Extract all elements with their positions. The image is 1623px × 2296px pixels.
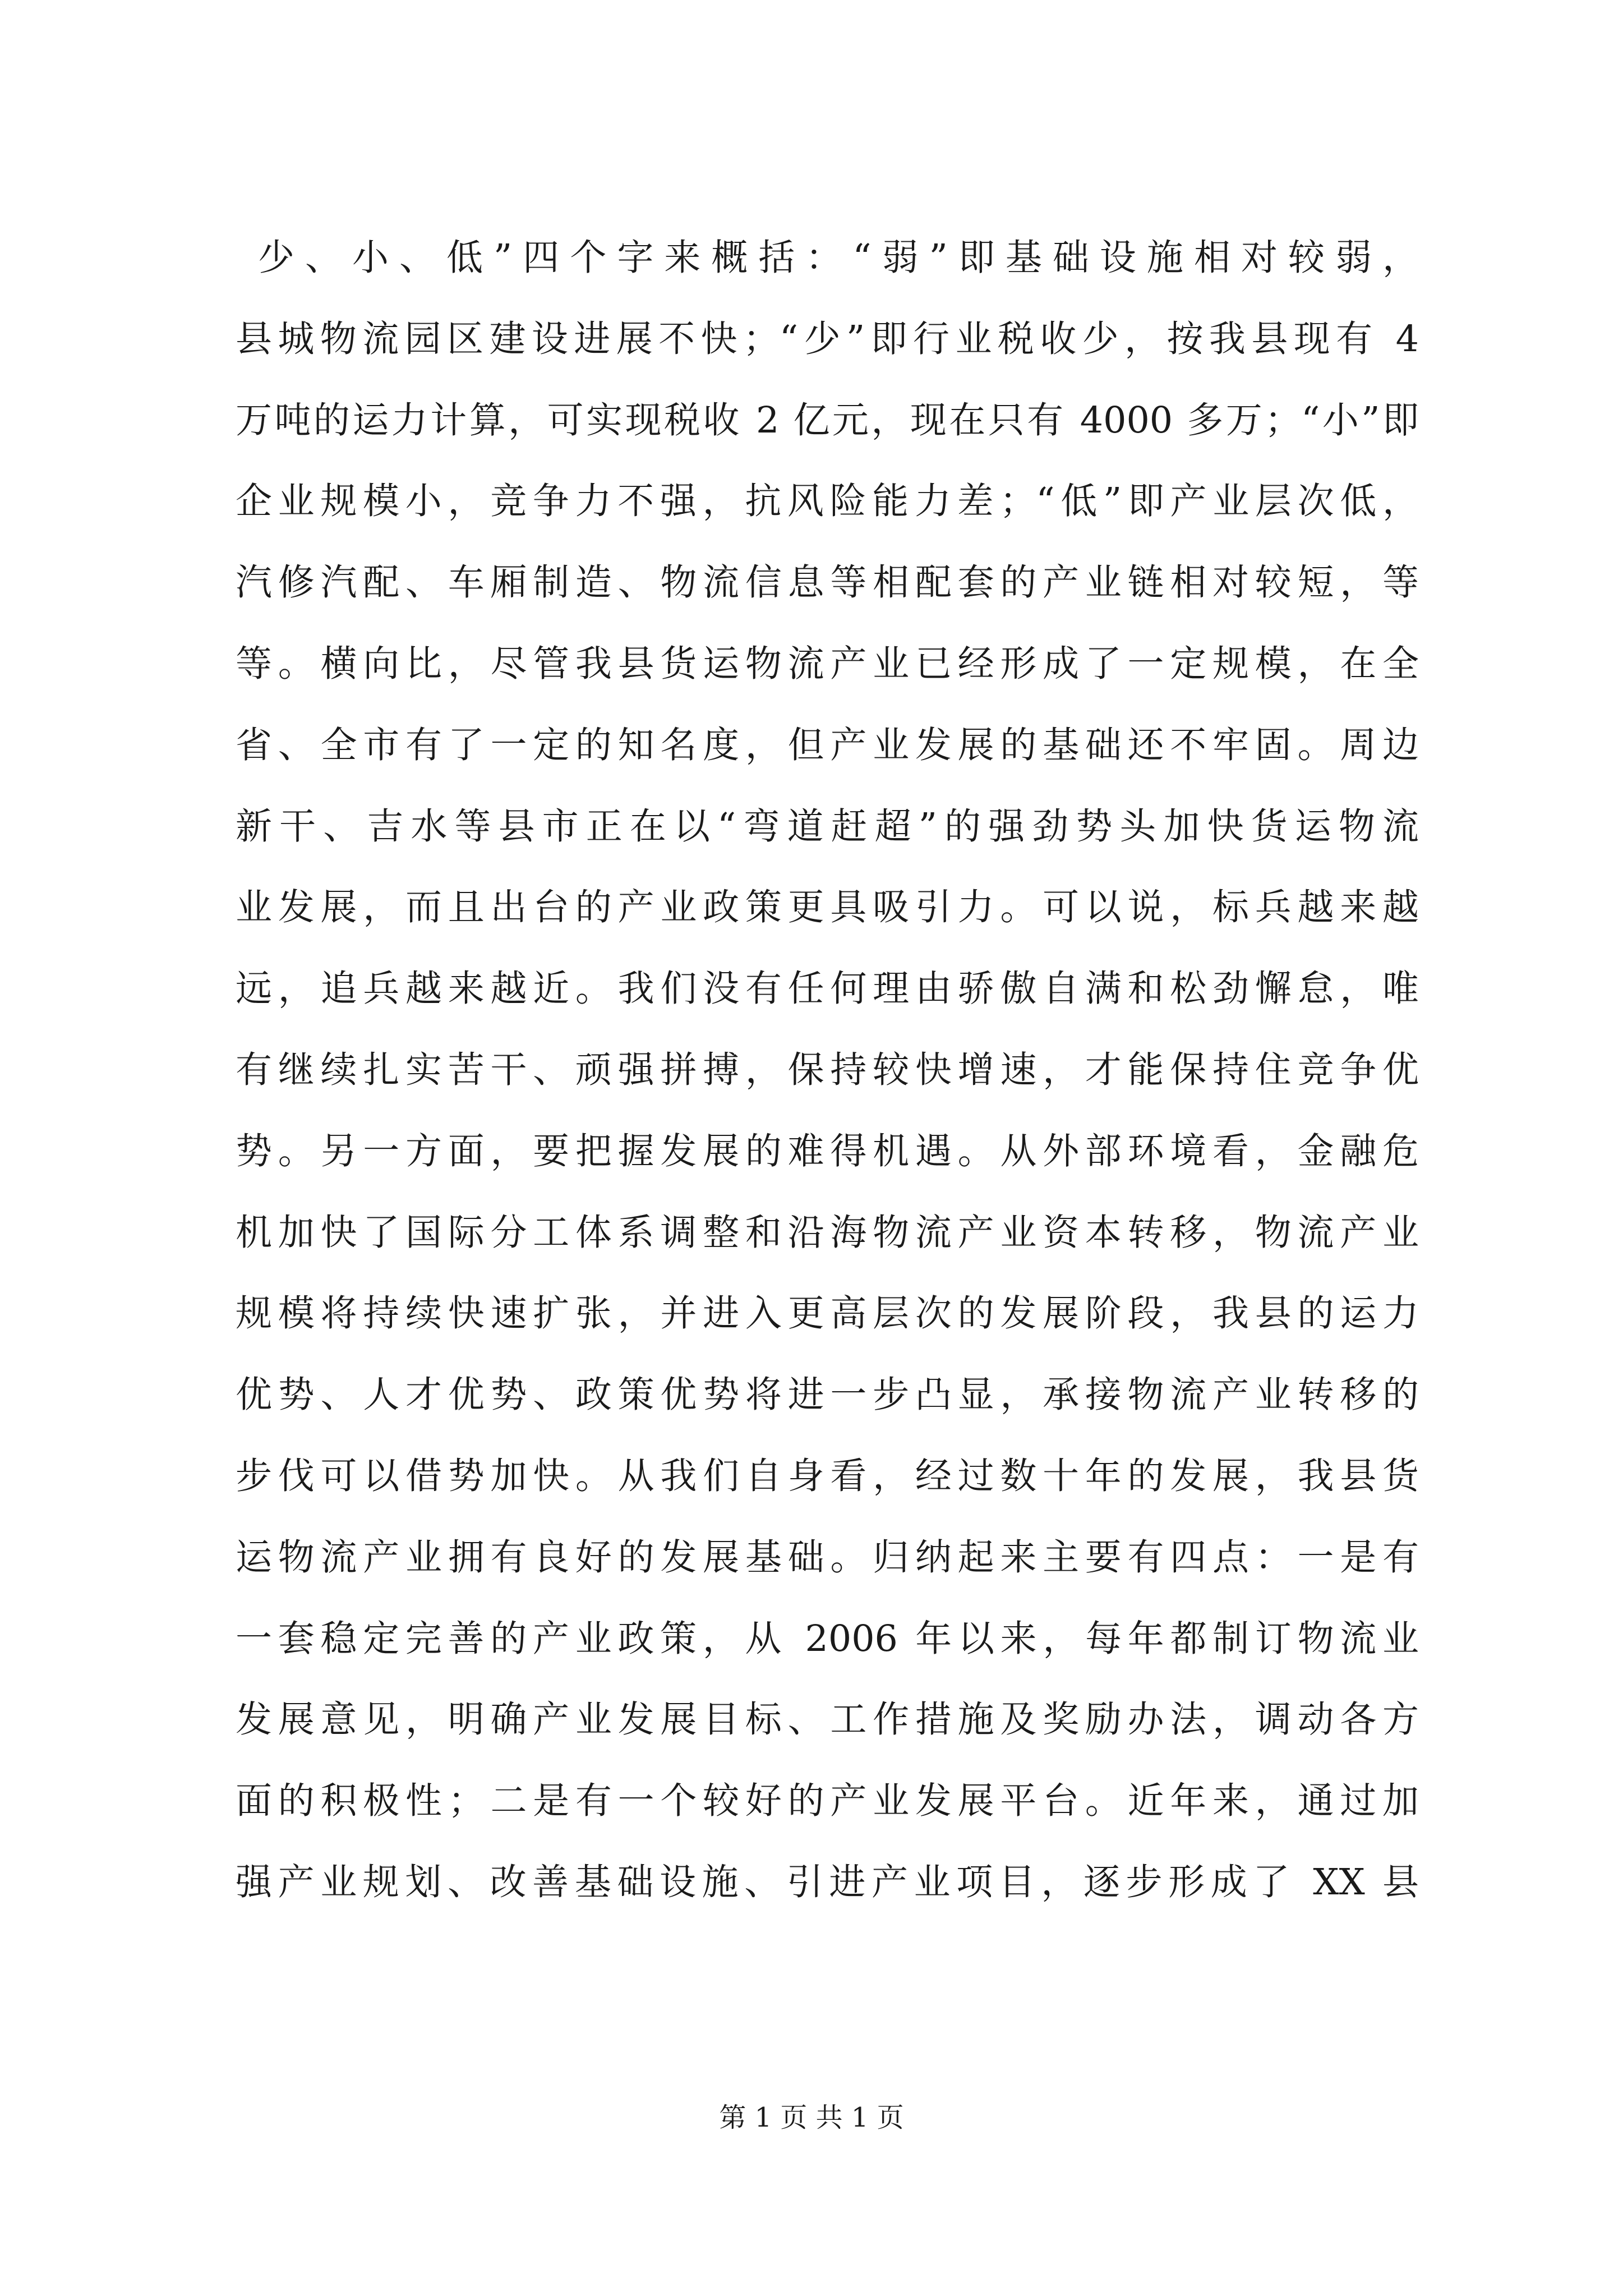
text-line: 发展意见，明确产业发展目标、工作措施及奖励办法，调动各方 <box>236 1699 1419 1741</box>
text-line: 运物流产业拥有良好的发展基础。归纳起来主要有四点：一是有 <box>236 1536 1419 1579</box>
text-line: 有继续扎实苦干、顽强拼搏，保持较快增速，才能保持住竞争优 <box>236 1048 1419 1091</box>
text-line: 业发展，而且出台的产业政策更具吸引力。可以说，标兵越来越 <box>236 886 1419 929</box>
text-line: 规模将持续快速扩张，并进入更高层次的发展阶段，我县的运力 <box>236 1292 1419 1335</box>
text-line: 势。另一方面，要把握发展的难得机遇。从外部环境看，金融危 <box>236 1130 1419 1172</box>
text-line: 远，追兵越来越近。我们没有任何理由骄傲自满和松劲懈怠，唯 <box>236 968 1419 1010</box>
text-line: 优势、人才优势、政策优势将进一步凸显，承接物流产业转移的 <box>236 1374 1419 1416</box>
text-line: 步伐可以借势加快。从我们自身看，经过数十年的发展，我县货 <box>236 1455 1419 1497</box>
text-line: 少、小、低”四个字来概括：“弱”即基础设施相对较弱， <box>258 237 1419 279</box>
text-line: 省、全市有了一定的知名度，但产业发展的基础还不牢固。周边 <box>236 724 1419 766</box>
text-line: 企业规模小，竞争力不强，抗风险能力差；“低”即产业层次低， <box>236 480 1419 523</box>
text-line: 机加快了国际分工体系调整和沿海物流产业资本转移，物流产业 <box>236 1211 1419 1254</box>
text-line: 万吨的运力计算，可实现税收 2 亿元，现在只有 4000 多万；“小”即 <box>236 399 1419 441</box>
text-line: 县城物流园区建设进展不快；“少”即行业税收少，按我县现有 4 <box>236 318 1419 360</box>
text-line: 汽修汽配、车厢制造、物流信息等相配套的产业链相对较短，等 <box>236 562 1419 604</box>
text-line: 强产业规划、改善基础设施、引进产业项目，逐步形成了 XX 县 <box>236 1861 1419 1903</box>
text-line: 等。横向比，尽管我县货运物流产业已经形成了一定规模，在全 <box>236 642 1419 685</box>
body-paragraph <box>236 218 1419 1924</box>
text-line: 面的积极性；二是有一个较好的产业发展平台。近年来，通过加 <box>236 1780 1419 1823</box>
page-footer: 第 1 页 共 1 页 <box>719 2102 904 2133</box>
text-line: 一套稳定完善的产业政策，从 2006 年以来，每年都制订物流业 <box>236 1617 1419 1660</box>
text-line: 新干、吉水等县市正在以“弯道赶超”的强劲势头加快货运物流 <box>236 805 1419 848</box>
